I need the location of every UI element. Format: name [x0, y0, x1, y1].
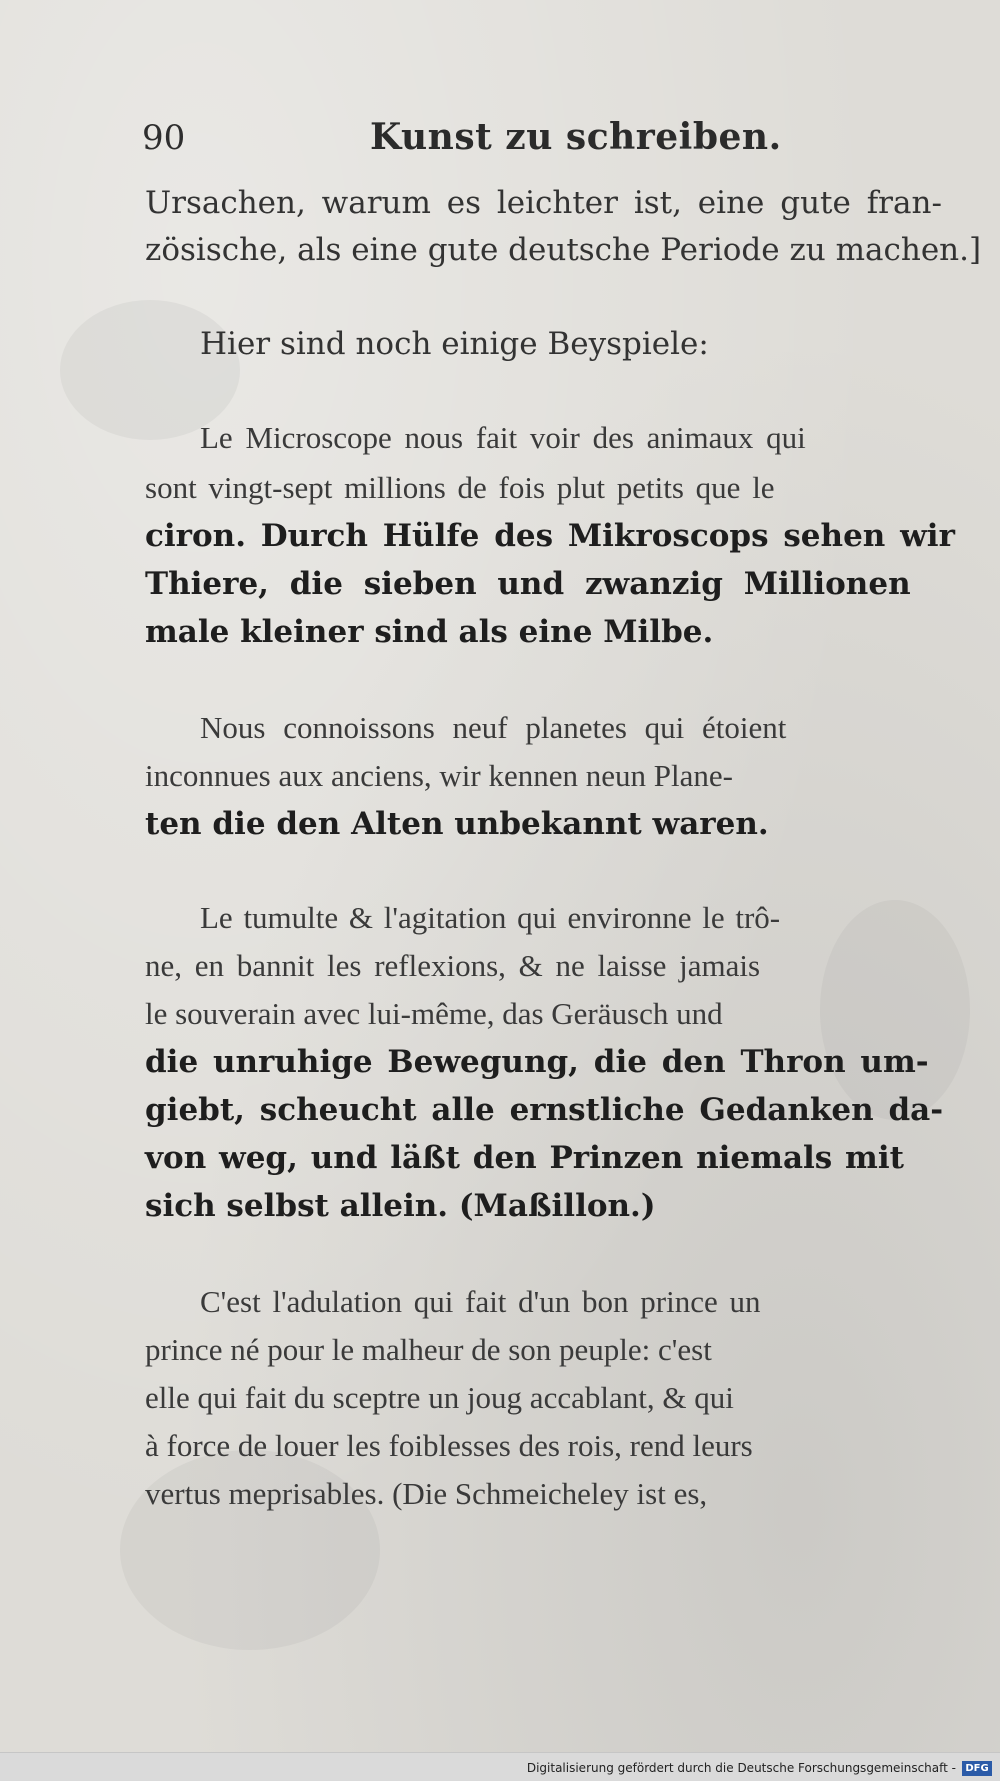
text-line: ne, en bannit les reflexions, & ne laisse jamais: [145, 948, 761, 983]
text-line: Le Microscope nous fait voir des animaux qui: [200, 420, 806, 455]
running-title: Kunst zu schreiben.: [370, 116, 782, 158]
digitization-footer: [0, 1752, 1000, 1781]
text-line: zösische, als eine gute deutsche Periode zu machen.]: [145, 232, 982, 268]
text-line: Thiere, die sieben und zwanzig Millionen: [145, 566, 911, 602]
text-line: male kleiner sind als eine Milbe.: [145, 614, 714, 650]
dfg-logo-icon: DFG: [962, 1761, 992, 1776]
footer-credit: Digitalisierung gefördert durch die Deutsche Forschungsgemeinschaft -: [526, 1761, 956, 1775]
text-line: Le tumulte & l'agitation qui environne le trô-: [200, 900, 781, 935]
text-line: vertus meprisables. (Die Schmeicheley ist es,: [145, 1476, 708, 1511]
text-line: Ursachen, warum es leichter ist, eine gute fran-: [145, 185, 942, 221]
text-line: Hier sind noch einige Beyspiele:: [200, 326, 709, 362]
page-number: 90: [142, 118, 186, 158]
text-line: elle qui fait du sceptre un joug accablant, & qui: [145, 1380, 734, 1415]
text-line: prince né pour le malheur de son peuple: c'est: [145, 1332, 712, 1367]
text-line: sont vingt-sept millions de fois plut petits que le: [145, 470, 775, 505]
text-line: sich selbst allein. (Maßillon.): [145, 1188, 656, 1224]
text-line: ciron. Durch Hülfe des Mikroscops sehen wir: [145, 518, 955, 554]
text-line: inconnues aux anciens, wir kennen neun Plane-: [145, 758, 733, 793]
text-line: ten die den Alten unbekannt waren.: [145, 806, 769, 842]
text-line: Nous connoissons neuf planetes qui étoient: [200, 710, 787, 745]
text-line: von weg, und läßt den Prinzen niemals mit: [145, 1140, 904, 1176]
paper-stain: [820, 900, 970, 1120]
text-line: giebt, scheucht alle ernstliche Gedanken da-: [145, 1092, 944, 1128]
text-line: die unruhige Bewegung, die den Thron um-: [145, 1044, 929, 1080]
text-line: C'est l'adulation qui fait d'un bon prince un: [200, 1284, 761, 1319]
text-line: à force de louer les foiblesses des rois, rend leurs: [145, 1428, 753, 1463]
text-line: le souverain avec lui-même, das Geräusch und: [145, 996, 723, 1031]
paper-stain: [60, 300, 240, 440]
